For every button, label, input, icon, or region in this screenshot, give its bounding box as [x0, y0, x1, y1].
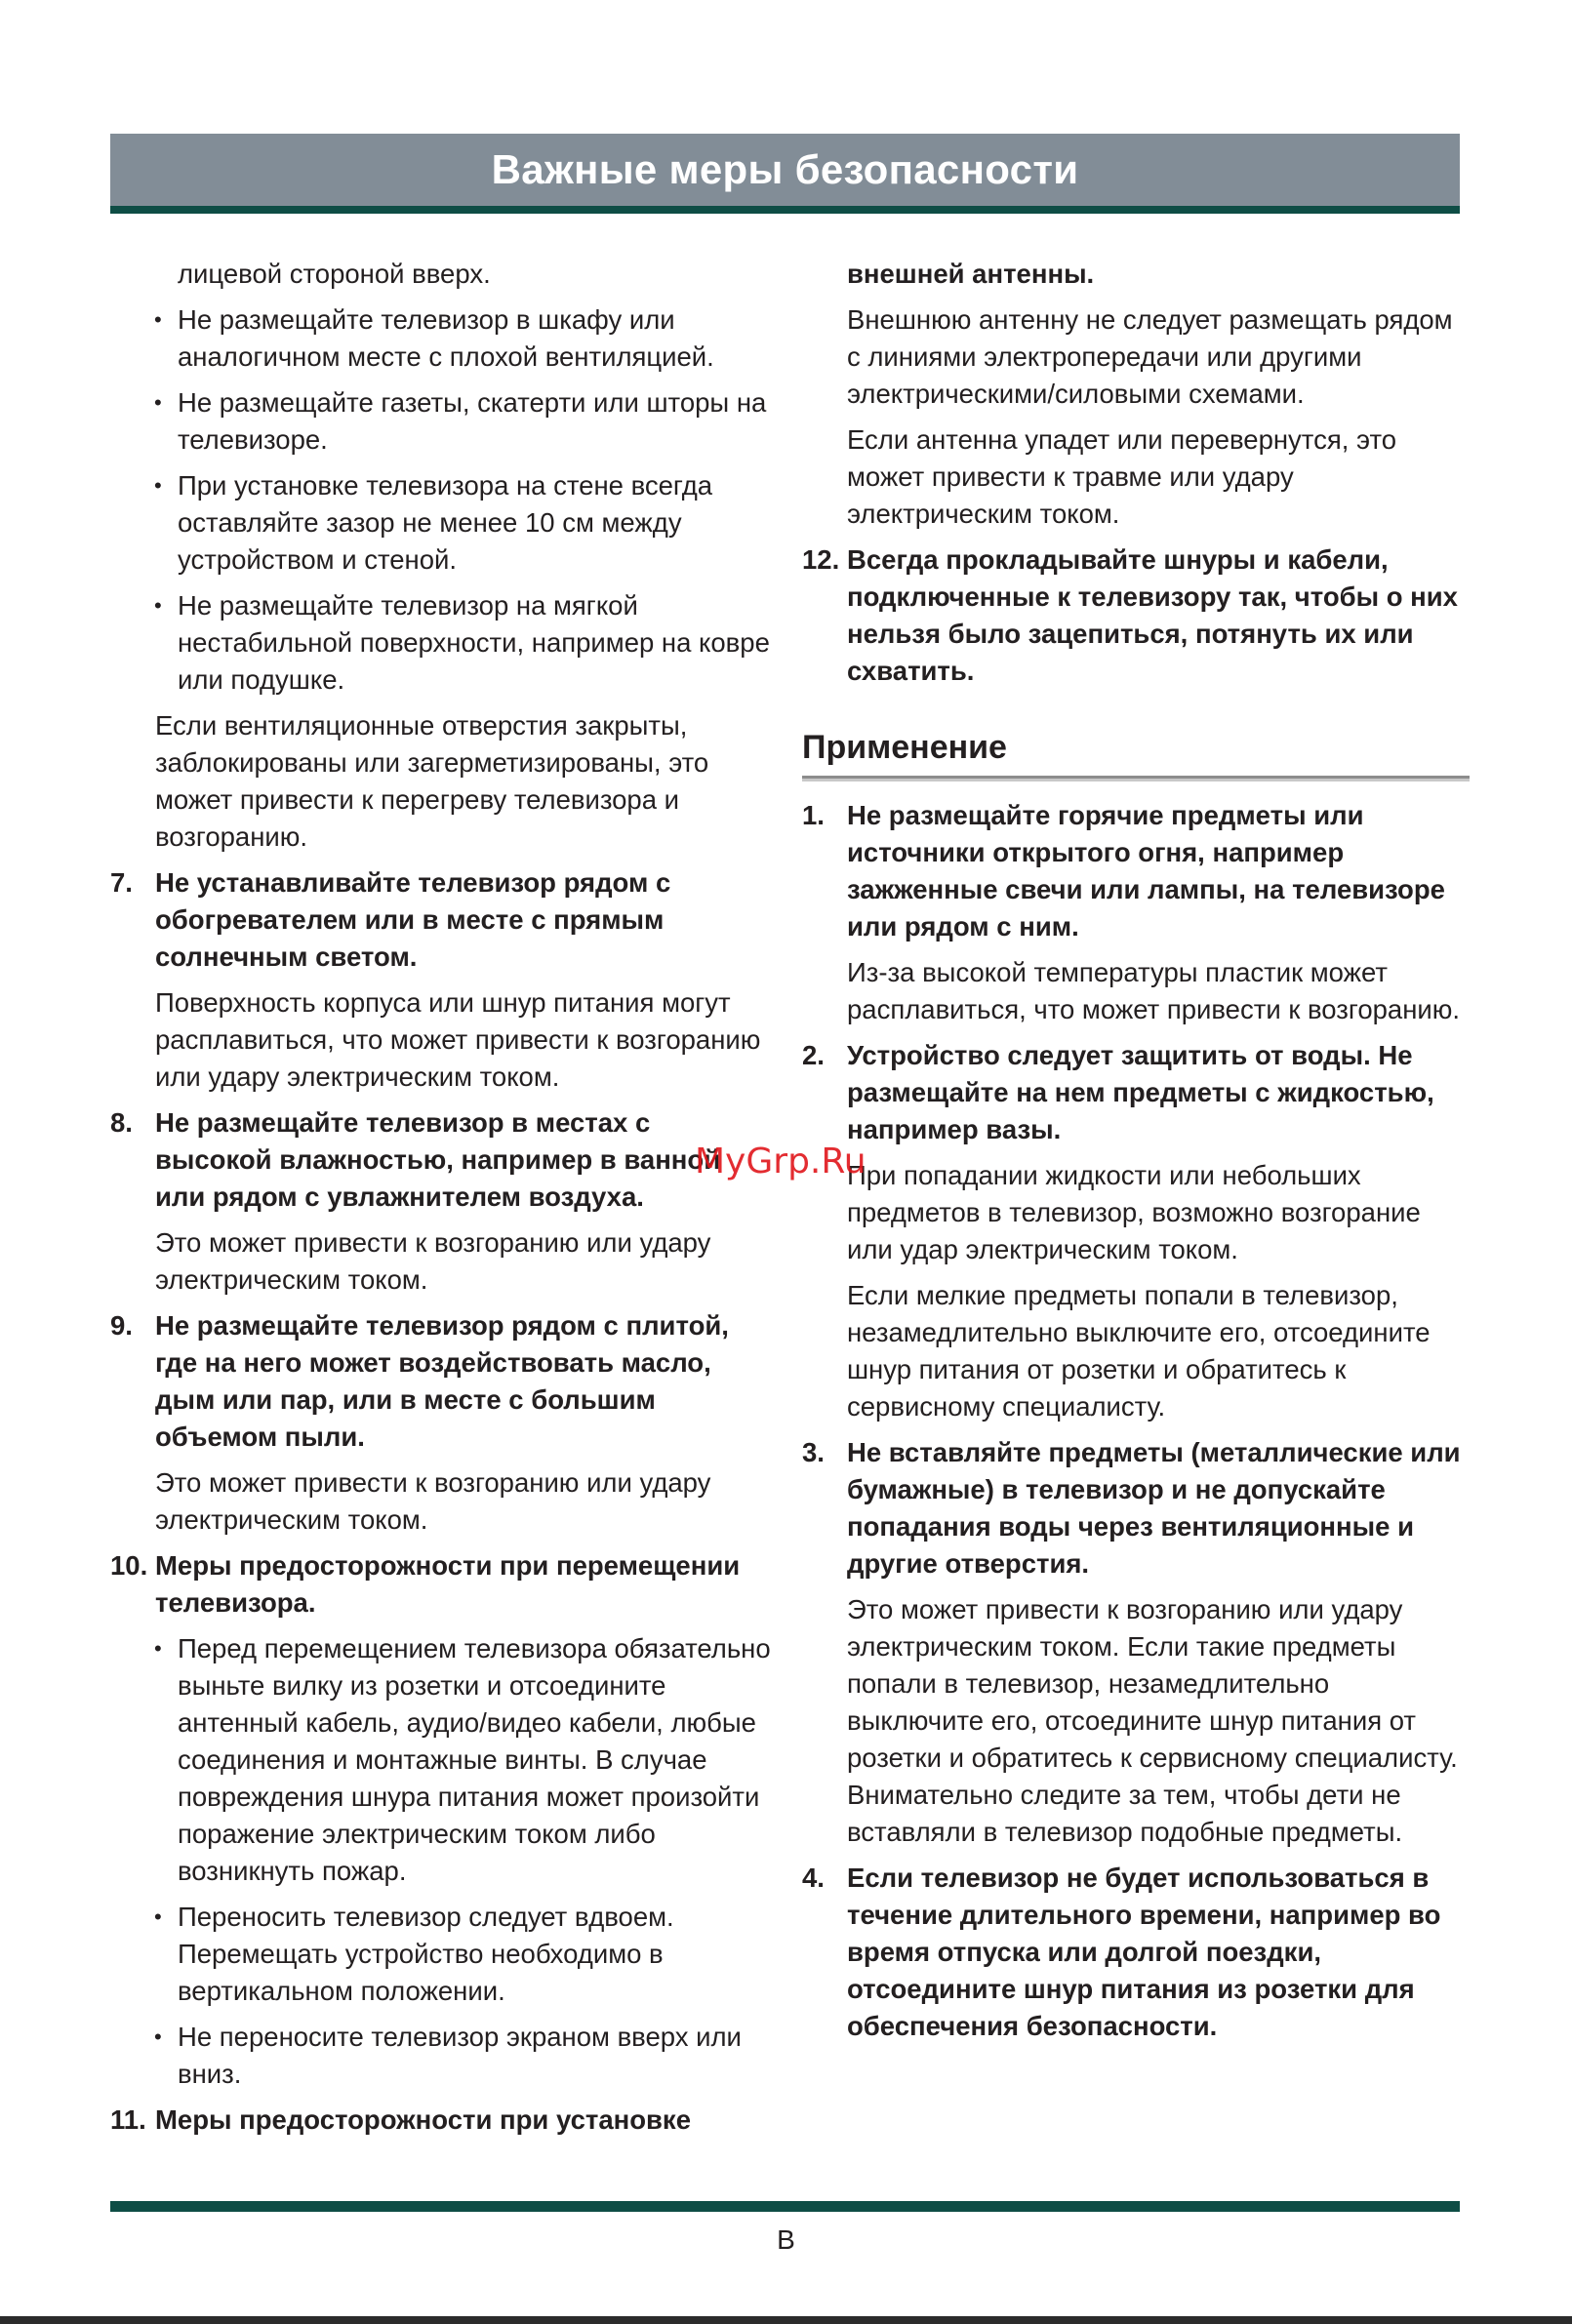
use-3-text: Это может привести к возгоранию или удару электрическим током. Если такие предметы попали в телевизор, незамедлительно выключите его, отсоедините шнур питания от розетки и обратитесь к сервисному специалисту. Внимательно следите за тем, чтобы дети не вставляли в телевизор подобные предметы. [847, 1594, 1458, 1847]
use-1-text: Из-за высокой температуры пластик может расплавиться, что может привести к возгоранию. [847, 957, 1461, 1024]
list-item: • Перед перемещением телевизора обязательно выньте вилку из розетки и отсоедините антенный кабель, аудио/видео кабели, любые соединения и монтажные винты. В случае повреждения шнура питания может произойти поражение электрическим током либо возникнуть пожар. [110, 1630, 774, 1890]
bullet-icon: • [154, 1636, 162, 1661]
use-4-title: 4. Если телевизор не будет использоваться в течение длительного времени, например во время отпуска или долгой поездки, отсоедините шнур питания из розетки для обеспечения безопасности. [802, 1863, 1441, 2041]
list-item: • Переносить телевизор следует вдвоем. Перемещать устройство необходимо в вертикальном положении. [110, 1899, 774, 2010]
use-2-text: Если мелкие предметы попали в телевизор, незамедлительно выключите его, отсоедините шнур питания от розетки и обратитесь к сервисному специалисту. [847, 1280, 1431, 1422]
bullet-icon: • [154, 593, 162, 618]
use-2-text: При попадании жидкости или небольших предметов в телевизор, возможно возгорание или удар электрическим током. [847, 1160, 1421, 1264]
watermark: MyGrp.Ru [695, 1142, 867, 1182]
bullet-icon: • [154, 1904, 162, 1929]
continued-line: лицевой стороной вверх. [178, 259, 491, 289]
item-9-title: 9. Не размещайте телевизор рядом с плитой, где на него может воздействовать масло, дым или пар, или в месте с большим объемом пыли. [110, 1310, 729, 1452]
list-item: • Не размещайте телевизор на мягкой нестабильной поверхности, например на ковре или подушке. [110, 587, 774, 699]
footer-divider [110, 2201, 1460, 2212]
item-7-title: 7. Не устанавливайте телевизор рядом с обогревателем или в месте с прямым солнечным светом. [110, 867, 671, 972]
item-10-title: 10. Меры предосторожности при перемещении телевизора. [110, 1550, 741, 1618]
item-11-title-cont: внешней антенны. [847, 259, 1095, 289]
item-12-title: 12. Всегда прокладывайте шнуры и кабели, подключенные к телевизору так, чтобы о них нельзя было зацепиться, потянуть их или схватить. [802, 544, 1458, 686]
bullet-icon: • [154, 307, 162, 332]
item-11-title: 11. Меры предосторожности при установке [110, 2104, 691, 2135]
item-7-text: Поверхность корпуса или шнур питания могут расплавиться, что может привести к возгоранию или удару электрическим током. [155, 987, 761, 1092]
item-9-text: Это может привести к возгоранию или удару электрическим током. [155, 1467, 711, 1535]
use-3-title: 3. Не вставляйте предметы (металлические или бумажные) в телевизор и не допускайте попадания воды через вентиляционные и другие отверстия. [802, 1437, 1461, 1579]
right-column [802, 256, 1470, 2054]
page-header [110, 134, 1460, 214]
item-11-text: Если антенна упадет или перевернутся, это может привести к травме или удару электрическим током. [847, 424, 1397, 529]
bullet-icon: • [154, 390, 162, 415]
list-item: • Не размещайте телевизор в шкафу или аналогичном месте с плохой вентиляцией. [110, 301, 774, 376]
item-8-title: 8. Не размещайте телевизор в местах с высокой влажностью, например в ванной или рядом с увлажнителем воздуха. [110, 1107, 721, 1212]
page-number: B [777, 2224, 795, 2255]
bullet-icon: • [154, 2024, 162, 2049]
bottom-edge [0, 2316, 1572, 2324]
page-title: Важные меры безопасности [491, 146, 1079, 192]
item-8-text: Это может привести к возгоранию или удару электрическим током. [155, 1227, 711, 1295]
list-item: • Не переносите телевизор экраном вверх или вниз. [110, 2019, 774, 2093]
use-1-title: 1. Не размещайте горячие предметы или источники открытого огня, например зажженные свечи или лампы, на телевизоре или рядом с ним. [802, 800, 1445, 942]
bullet-icon: • [154, 473, 162, 498]
use-2-title: 2. Устройство следует защитить от воды. Не размещайте на нем предметы с жидкостью, например вазы. [802, 1040, 1434, 1144]
list-item: • При установке телевизора на стене всегда оставляйте зазор не менее 10 см между устройством и стеной. [110, 467, 774, 579]
paragraph: Если вентиляционные отверстия закрыты, заблокированы или загерметизированы, это может привести к перегреву телевизора и возгоранию. [155, 710, 709, 852]
list-item: • Не размещайте газеты, скатерти или шторы на телевизоре. [110, 384, 774, 459]
left-column [110, 256, 774, 2147]
section-title: Применение [802, 729, 1007, 766]
section-divider [802, 776, 1470, 781]
item-11-text: Внешнюю антенну не следует размещать рядом с линиями электропередачи или другими электрическими/силовыми схемами. [847, 304, 1453, 409]
